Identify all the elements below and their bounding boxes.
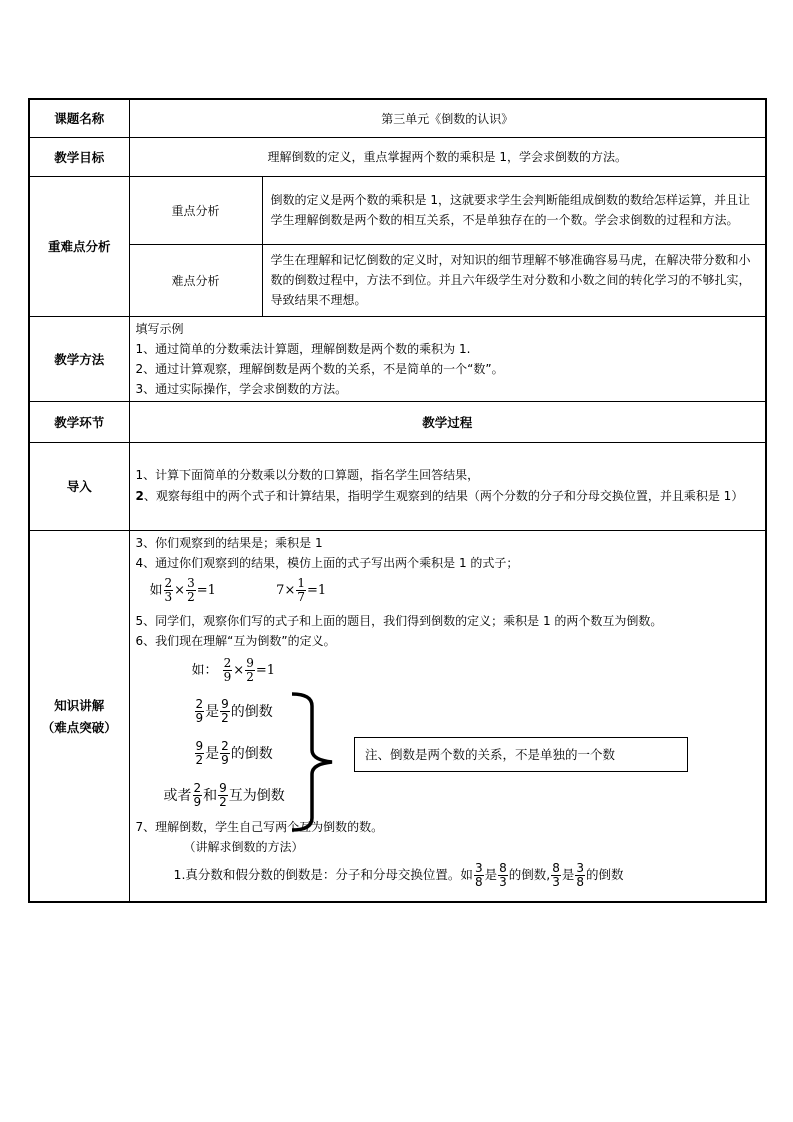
hard-label: 难点分析 xyxy=(129,244,262,316)
ex2-whole: 7 xyxy=(276,582,285,598)
k-line-3: 3、你们观察到的结果是；乘积是 1 xyxy=(135,535,323,550)
r2-a-num: 9 xyxy=(195,739,204,753)
l9-b-num: 8 xyxy=(499,860,507,875)
l9-tail: 的倒数, xyxy=(508,866,551,882)
r3-mid: 和 xyxy=(203,787,218,804)
ex1-a-den: 3 xyxy=(164,589,173,604)
title-value: 第三单元《倒数的认识》 xyxy=(129,99,766,137)
l9-prefix: 1.真分数和假分数的倒数是：分子和分母交换位置。如 xyxy=(173,866,473,882)
ex1-eq: =1 xyxy=(196,582,216,598)
method-line: 3、通过实际操作，学会求倒数的方法。 xyxy=(135,381,348,396)
ex1-b-num: 3 xyxy=(187,575,195,590)
relation-1 xyxy=(136,691,760,733)
k-line-7: 7、理解倒数，学生自己写两个互为倒数的数。 xyxy=(135,819,384,834)
l9-tail2: 的倒数 xyxy=(586,866,624,882)
r3-a-den: 9 xyxy=(193,795,202,809)
process-header: 教学过程 xyxy=(129,401,766,442)
l9-a-num: 3 xyxy=(474,860,483,875)
row-intro xyxy=(29,442,766,530)
goal-label: 教学目标 xyxy=(29,137,129,176)
r1-b-num: 9 xyxy=(221,697,229,711)
r3-prefix: 或者 xyxy=(163,787,192,804)
intro-line-2-num: 2 xyxy=(135,489,144,503)
row-goal xyxy=(29,137,766,176)
row-key-analysis xyxy=(29,176,766,244)
knowledge-label-2: （难点突破） xyxy=(41,719,117,735)
ex3-prefix: 如： xyxy=(191,662,218,678)
ex1-a-num: 2 xyxy=(164,575,173,590)
right-brace-icon xyxy=(290,692,336,832)
title-label: 课题名称 xyxy=(29,99,129,137)
knowledge-label-1: 知识讲解 xyxy=(54,697,105,713)
ex3-a-num: 2 xyxy=(223,655,232,670)
intro-line-1: 1、计算下面简单的分数乘以分数的口算题，指名学生回答结果， xyxy=(135,468,480,482)
k-line-6: 6、我们现在理解“互为倒数”的定义。 xyxy=(135,633,336,648)
ex1-times: × xyxy=(174,582,186,598)
r2-mid: 是 xyxy=(205,745,220,762)
l9-d-den: 8 xyxy=(576,874,585,889)
ex-prefix: 如 xyxy=(149,582,163,598)
l9-b-den: 3 xyxy=(499,874,507,889)
k-line-4: 4、通过你们观察到的结果，模仿上面的式子写出两个乘积是 1 的式子； xyxy=(135,555,519,570)
k-line-5: 5、同学们，观察你们写的式子和上面的题目，我们得到倒数的定义；乘积是 1 的两个数互为倒数。 xyxy=(135,613,663,628)
key-label: 重点分析 xyxy=(129,176,262,244)
r1-tail: 的倒数 xyxy=(230,703,273,720)
ex3-times: × xyxy=(233,662,245,678)
k-example-3 xyxy=(136,651,760,691)
k-examples xyxy=(136,573,760,609)
r2-b-num: 2 xyxy=(221,739,229,753)
k-line-8: （讲解求倒数的方法） xyxy=(183,839,304,854)
intro-label: 导入 xyxy=(29,442,129,530)
ex1-b-den: 2 xyxy=(187,589,195,604)
ex3-b-num: 9 xyxy=(246,655,254,670)
lesson-plan-table xyxy=(28,98,767,903)
r3-tail: 互为倒数 xyxy=(228,787,285,804)
method-line: 填写示例 xyxy=(135,321,184,336)
knowledge-label xyxy=(29,530,129,902)
r2-b-den: 9 xyxy=(221,753,229,767)
intro-content xyxy=(129,442,766,530)
r2-a-den: 2 xyxy=(195,753,204,767)
method-line: 2、通过计算观察，理解倒数是两个数的关系，不是简单的一个“数”。 xyxy=(135,361,504,376)
l9-d-num: 3 xyxy=(576,860,585,875)
r3-b-num: 9 xyxy=(219,781,227,795)
row-hard-analysis xyxy=(29,244,766,316)
note-box: 注、倒数是两个数的关系，不是单独的一个数 xyxy=(354,737,688,772)
method-label: 教学方法 xyxy=(29,316,129,401)
l9-mid: 是 xyxy=(484,866,498,882)
ex2-b-den: 7 xyxy=(297,589,305,604)
intro-line-2-text: 、观察每组中的两个式子和计算结果，指明学生观察到的结果（两个分数的分子和分母交换位置，并且乘积是 1） xyxy=(143,489,744,503)
hard-text: 学生在理解和记忆倒数的定义时，对知识的细节理解不够准确容易马虎，在解决带分数和小数的倒数过程中，方法不到位。并且六年级学生对分数和小数之间的转化学习的不够扎实，导致结果不理想。 xyxy=(262,244,766,316)
ex3-b-den: 2 xyxy=(246,669,254,684)
r1-b-den: 2 xyxy=(221,711,229,725)
r1-a-num: 2 xyxy=(195,697,204,711)
ex3-a-den: 9 xyxy=(223,669,232,684)
relation-3 xyxy=(136,775,760,817)
k-line-9 xyxy=(136,857,760,893)
l9-a-den: 8 xyxy=(474,874,483,889)
ex2-eq: =1 xyxy=(306,582,327,598)
row-header xyxy=(29,401,766,442)
r3-b-den: 2 xyxy=(219,795,227,809)
r1-mid: 是 xyxy=(205,703,220,720)
ex2-b-num: 1 xyxy=(297,575,305,590)
ex3-eq: =1 xyxy=(255,662,276,678)
l9-c-den: 3 xyxy=(552,874,560,889)
key-text: 倒数的定义是两个数的乘积是 1，这就要求学生会判断能组成倒数的数给怎样运算，并且让学生理解倒数是两个数的相互关系，不是单独存在的一个数。学会求倒数的过程和方法。 xyxy=(262,176,766,244)
analysis-label: 重难点分析 xyxy=(29,176,129,316)
r1-a-den: 9 xyxy=(195,711,204,725)
method-content xyxy=(129,316,766,401)
ex2-times: × xyxy=(284,582,296,598)
l9-c-num: 8 xyxy=(552,860,560,875)
r3-a-num: 2 xyxy=(193,781,202,795)
row-knowledge xyxy=(29,530,766,902)
method-line: 1、通过简单的分数乘法计算题，理解倒数是两个数的乘积为 1. xyxy=(135,341,471,356)
knowledge-content xyxy=(129,530,766,902)
goal-value: 理解倒数的定义，重点掌握两个数的乘积是 1，学会求倒数的方法。 xyxy=(129,137,766,176)
row-title xyxy=(29,99,766,137)
intro-line-2 xyxy=(136,486,760,507)
stage-header: 教学环节 xyxy=(29,401,129,442)
r2-tail: 的倒数 xyxy=(230,745,273,762)
l9-mid2: 是 xyxy=(561,866,575,882)
row-method xyxy=(29,316,766,401)
